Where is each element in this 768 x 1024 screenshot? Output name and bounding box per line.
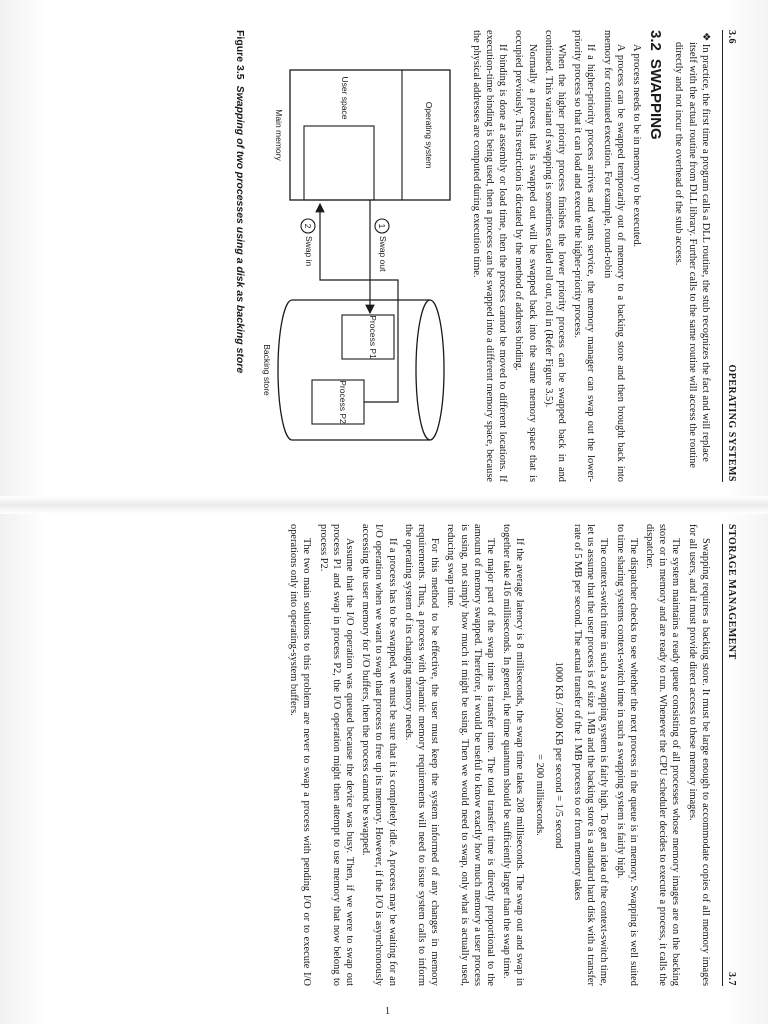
user-process-slot bbox=[304, 126, 374, 200]
swapping-figure bbox=[230, 30, 460, 482]
bullet-diamond-icon: ❖ bbox=[699, 32, 711, 44]
figure-caption-text: Swapping of two processes using a disk as backing store bbox=[233, 85, 246, 374]
section-heading bbox=[647, 30, 665, 482]
figure-caption bbox=[232, 30, 245, 482]
swapping-paragraph-3: If a higher-priority process arrives and wants service, the memory manager can swap out the lower-priority process so that it can load and execute the higher-priority process. bbox=[572, 30, 597, 482]
page-number: 1 bbox=[385, 1006, 390, 1017]
transfer-time-formula: 1000 KB / 5000 KB per second = 1/5 second bbox=[552, 661, 564, 849]
process-p1-label: Process P1 bbox=[367, 315, 378, 359]
swap-out-label: Swap out bbox=[377, 236, 388, 272]
left-book-title-head: OPERATING SYSTEMS bbox=[726, 364, 737, 482]
storage-paragraph-8: If a process has to be swapped, we must be sure that it is completely idle. A process may be waiting for an I/O operation when we want to swap that process to free up its memory. However, if the I/O is asynchronously accessing the user memory for I/O buffers, then the process cannot be swapped. bbox=[360, 524, 398, 986]
transfer-time-result: = 200 milliseconds. bbox=[533, 754, 545, 836]
process-p2-label: Process P2 bbox=[337, 380, 348, 424]
swapping-paragraph-5: Normally a process that is swapped out will be swapped back into the same memory space that is occupied previously. This restriction is dictated by the method of address binding. bbox=[513, 30, 538, 482]
storage-paragraph-7: For this method to be effective, the user must keep the system informed of any changes in memory requirements. Thus, a process with dynamic memory requirements will need to issue system calls to inform the operating system of its changing memory needs. bbox=[402, 524, 441, 986]
right-running-head bbox=[722, 524, 738, 986]
swapping-paragraph-2: A process can be swapped temporarily out of memory to a backing store and then brought back into memory for continued execution. For example, round-robin bbox=[601, 30, 626, 482]
book-binding-shadow bbox=[0, 496, 768, 514]
main-memory-label: Main memory bbox=[273, 109, 284, 161]
right-chapter-title-head: STORAGE MANAGEMENT bbox=[726, 524, 737, 660]
swap-in-arrow bbox=[320, 204, 398, 402]
storage-paragraph-2: The system maintains a ready queue consisting of all processes whose memory images are on the backing store or in memory and are ready to run. Whenever the CPU scheduler decides to execute a process, it calls the dispatcher. bbox=[643, 524, 682, 986]
swapping-paragraph-6: If binding is done at assembly or load time, then the process cannot be moved to different locations. If execution-time binding is being used, then a process can be swapped into a different memory space, because the physical addresses are computed during execution time. bbox=[470, 30, 509, 482]
swapping-paragraph-4: When the higher priority process finishes the lower priority process can be swapped back in and continued. This variant of swapping is sometimes called roll out, roll in (Refer Figure 3.5). bbox=[542, 30, 567, 482]
storage-paragraph-9: Assume that the I/O operation was queued because the device was busy. Then, if we were to swap out process P1 and swap in process P2, the I/O operation might then attempt to use memory that now belong to process P2. bbox=[317, 524, 355, 986]
backing-store-cylinder-top bbox=[416, 300, 444, 440]
storage-paragraph-4: The context-switch time in such a swapping system is fairly high. To get an idea of the context-switch time, let us assume that the user process is of size 1 MB and the backing store is a standard hard disk with a transfer rate of 5 MB per second. The actual transfer of the 1 MB process to or from memory takes bbox=[571, 524, 610, 986]
storage-paragraph-10: The two main solutions to this problem are never to swap a process with pending I/O or to execute I/O operations only into operating-system buffers. bbox=[288, 524, 313, 986]
dll-bullet-point bbox=[672, 30, 712, 482]
storage-paragraph-3: The dispatcher checks to see whether the next process in the queue is in memory. Swapping is well suited to time sharing systems context-switch time in such a swapping system is fairly high. bbox=[614, 524, 639, 986]
dll-bullet-text: In practice, the first time a program calls a DLL routine, the stub recognizes the fact and will replace itself with the actual routine from DLL library. Further calls to the same routine will access the routine directly and not incur the overhead of the stub access. bbox=[673, 42, 711, 468]
storage-paragraph-6: The major part of the swap time is transfer time. The total transfer time is directly proportional to the amount of memory swapped. Therefore, it would be useful to know exactly how much memory a user process is using, not simply how much it might be using. Then we would need to swap, only what is actually used, reducing swap time. bbox=[445, 524, 496, 986]
left-running-head bbox=[722, 30, 738, 482]
swap-in-label: Swap in bbox=[303, 236, 314, 267]
swapping-paragraph-1: A process needs to be in memory to be executed. bbox=[630, 44, 642, 248]
right-page-number-head: 3.7 bbox=[726, 972, 737, 986]
right-page bbox=[38, 524, 738, 986]
figure-caption-number: Figure 3.5 bbox=[233, 30, 246, 80]
os-label: Operating system bbox=[423, 101, 434, 169]
section-number: 3.2 bbox=[647, 30, 665, 51]
step-1-number: 1 bbox=[376, 223, 387, 229]
storage-paragraph-1: Swapping requires a backing store. It must be large enough to accommodate copies of all memory images for all users, and it must provide direct access to these memory images. bbox=[686, 524, 711, 986]
backing-store-cylinder-body bbox=[278, 300, 430, 440]
left-page bbox=[38, 30, 738, 482]
storage-paragraph-5: If the average latency is 8 milliseconds, the swap time takes 208 milliseconds. The swap out and swap in together take 416 milliseconds. In general, the time quantum should be sufficiently larger than the swap time. bbox=[501, 524, 526, 986]
backing-store-label: Backing store bbox=[261, 344, 272, 396]
section-title: SWAPPING bbox=[647, 58, 665, 140]
step-2-number: 2 bbox=[302, 223, 313, 229]
user-space-label: User space bbox=[339, 76, 350, 120]
left-page-number-head: 3.6 bbox=[726, 30, 737, 44]
